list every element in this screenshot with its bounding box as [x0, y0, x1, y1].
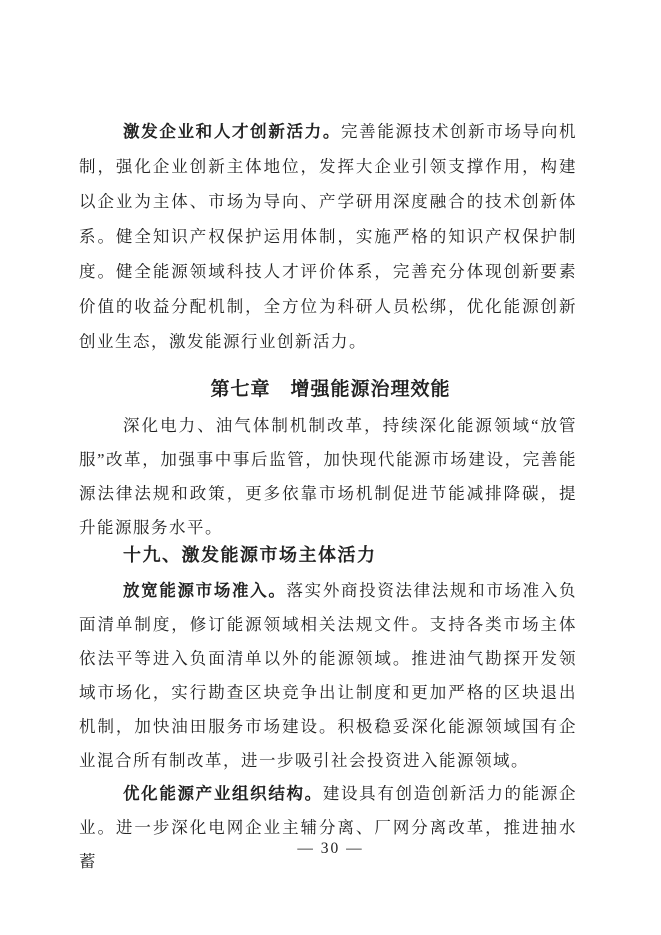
paragraph-innovation-vitality: [79, 114, 577, 359]
section-heading-19: 十九、激发能源市场主体活力: [123, 545, 377, 565]
paragraph-body-text: 完善能源技术创新市场导向机制，强化企业创新主体地位，发挥大企业引领支撑作用，构建以企业为主体、市场为导向、产学研用深度融合的技术创新体系。健全知识产权保护运用体制，实施严格的知识产权保护制度。健全能源领域科技人才评价体系，完善充分体现创新要素价值的收益分配机制，全方位为科研人员松绑，优化能源创新创业生态，激发能源行业创新活力。: [79, 122, 578, 351]
paragraph-lead-bold: 优化能源产业组织结构。: [123, 784, 323, 803]
paragraph-lead-bold: 放宽能源市场准入。: [123, 581, 287, 600]
paragraph-body-text: 落实外商投资法律法规和市场准入负面清单制度，修订能源领域相关法规文件。支持各类市场主体依法平等进入负面清单以外的能源领域。推进油气勘探开发领域市场化，实行勘查区块竞争出让制度和更加严格的区块退出机制，加快油田服务市场建设。积极稳妥深化能源领域国有企业混合所有制改革，进一步吸引社会投资进入能源领域。: [79, 581, 578, 770]
paragraph-industry-structure: [79, 777, 577, 879]
chapter-heading: 第七章 增强能源治理效能: [210, 379, 451, 400]
paragraph-lead-bold: 激发企业和人才创新活力。: [123, 122, 341, 141]
paragraph-body-text: 建设具有创造创新活力的能源企业。进一步深化电网企业主辅分离、厂网分离改革，推进抽水蓄: [79, 784, 578, 871]
paragraph-market-access: [79, 574, 577, 778]
page-number: — 30 —: [297, 840, 364, 857]
paragraph-governance-intro: 深化电力、油气体制机制改革，持续深化能源领域“放管服”改革，加强事中事后监管，加快现代能源市场建设，完善能源法律法规和政策，更多依靠市场机制促进节能减排降碳，提升能源服务水平。: [79, 416, 577, 537]
